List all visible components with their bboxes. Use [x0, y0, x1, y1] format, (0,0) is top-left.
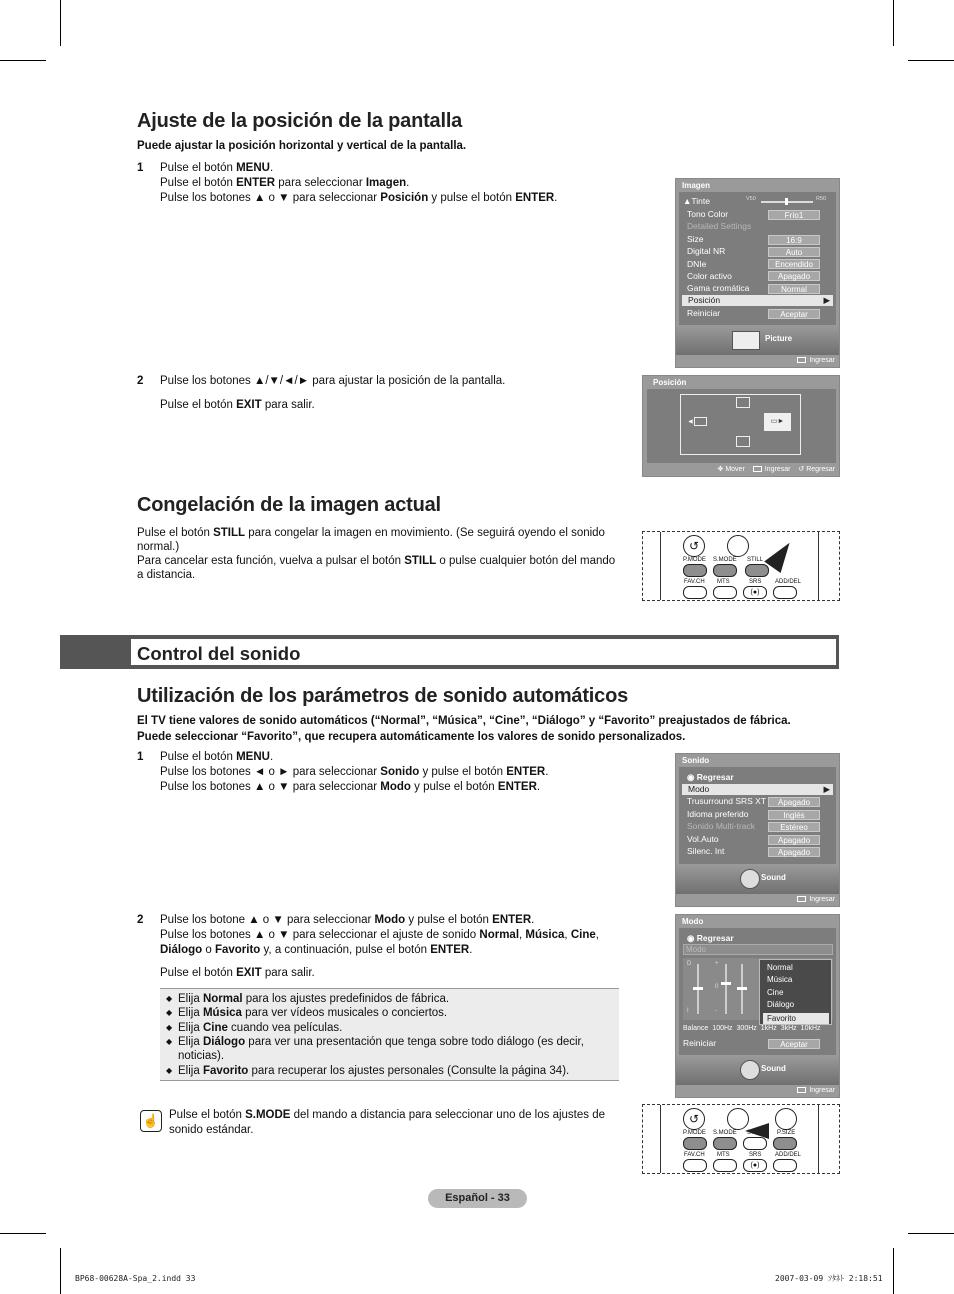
crop-mark	[60, 1248, 61, 1294]
mode-option[interactable]: Cine	[767, 988, 784, 997]
menu-header: Sonido	[682, 756, 710, 765]
pmode-button[interactable]	[683, 1137, 707, 1150]
imagen-menu: Imagen ▲Tinte V50 R50 Tono Color Frío1 Detailed Settings Size 16:9 Digital NR Auto DNIe Encendido Color activo Apagado Gama cromática Normal Posición ▶ Reiniciar Aceptar Picture Ingresar	[675, 178, 840, 368]
menu-row[interactable]: Tono Color	[687, 209, 729, 219]
round-button[interactable]	[775, 1108, 797, 1130]
menu-row[interactable]: Trusurround SRS XT	[687, 796, 767, 806]
step-1: 1 Pulse el botón MENU. Pulse los botones ◄ o ► para seleccionar Sonido y pulse el botón ENTER. Pulse los botones ▲ o ▼ para seleccionar Modo y pulse el botón ENTER.	[137, 751, 549, 793]
crop-mark	[908, 60, 954, 61]
mode-option-selected[interactable]: Favorito	[763, 1013, 829, 1024]
srs-button[interactable]: (●)	[743, 586, 767, 599]
eq-slider-thumb[interactable]	[737, 987, 747, 990]
back-icon: ◉	[687, 772, 695, 782]
page-number-badge: Español - 33	[428, 1189, 527, 1208]
menu-row-tinte[interactable]: ▲Tinte	[683, 196, 711, 206]
crop-mark	[893, 1248, 894, 1294]
still-paragraph: Pulse el botón STILL para congelar la imagen en movimiento. (Se seguirá oyendo el sonido normal.) Para cancelar esta función, vuelva a pulsar el botón STILL o pulse cualquier botón del mando a distancia.	[137, 527, 616, 581]
menu-footer-label: Picture	[765, 334, 793, 343]
arrow-down-icon[interactable]	[736, 436, 750, 447]
sonido-menu	[675, 753, 840, 907]
enter-hint: Ingresar	[797, 895, 835, 904]
menu-value[interactable]: Aceptar	[768, 1039, 820, 1049]
menu-value: Auto	[768, 247, 820, 257]
menu-row[interactable]: Reiniciar	[683, 1038, 717, 1048]
step-number: 1	[137, 162, 144, 174]
step-1: 1 Pulse el botón MENU. Pulse el botón ENTER para seleccionar Imagen. Pulse los botones ▲ o ▼ para seleccionar Posición y pulse el botón ENTER.	[137, 162, 558, 204]
step-2: 2 Pulse los botones ▲/▼/◄/► para ajustar la posición de la pantalla. Pulse el botón EXIT para salir.	[137, 375, 506, 411]
eq-slider-thumb[interactable]	[693, 987, 703, 990]
menu-value: 16:9	[768, 235, 820, 245]
menu-row[interactable]: Size	[687, 234, 704, 244]
still-button[interactable]	[745, 564, 769, 577]
posicion-menu	[642, 375, 840, 477]
mode-option[interactable]: Normal	[767, 963, 793, 972]
note-text: Pulse el botón S.MODE del mando a distancia para seleccionar uno de los ajustes de sonido estándar.	[169, 1109, 606, 1136]
menu-value: Apagado	[768, 847, 820, 857]
enter-hint: Ingresar	[797, 356, 835, 365]
menu-row[interactable]: Sonido Multi-track	[687, 821, 756, 831]
menu-value: Apagado	[768, 797, 820, 807]
menu-header: Posición	[653, 378, 687, 387]
crop-mark	[0, 60, 46, 61]
modo-field[interactable]: Modo	[683, 944, 833, 955]
picture-icon	[732, 331, 760, 350]
crop-mark	[0, 1233, 46, 1234]
menu-row[interactable]: DNIe	[687, 259, 707, 269]
back-row[interactable]: ◉ Regresar	[687, 772, 734, 782]
section-title-sound: Utilización de los parámetros de sonido automáticos	[137, 685, 629, 707]
mode-option[interactable]: Música	[767, 975, 793, 984]
tint-slider-thumb[interactable]	[785, 198, 788, 205]
print-date: 2007-03-09 ｿﾀﾈﾄ 2:18:51	[775, 1274, 883, 1283]
finger-pointer-icon	[745, 1123, 769, 1139]
eq-slider[interactable]	[725, 964, 727, 1014]
menu-value: Aceptar	[768, 309, 820, 319]
section-bar-label: Control del sonido	[137, 643, 301, 664]
section-bar	[60, 635, 839, 669]
section-title-position: Ajuste de la posición de la pantalla	[137, 110, 463, 132]
step-number: 2	[137, 914, 144, 926]
adddel-button[interactable]	[773, 1159, 797, 1172]
menu-value: Encendido	[768, 259, 820, 269]
mts-button[interactable]	[713, 586, 737, 599]
menu-value: Normal	[768, 284, 820, 294]
sound-intro: El TV tiene valores de sonido automáticos (“Normal”, “Música”, “Cine”, “Diálogo” y “Favorito” preajustados de fábrica. Puede seleccionar “Favorito”, que recupera automáticamente los valores de sonido personalizados.	[137, 715, 791, 743]
menu-row[interactable]: Reiniciar	[687, 308, 721, 318]
return-button[interactable]: ↺	[683, 1108, 705, 1130]
menu-row[interactable]: Color activo	[687, 271, 732, 281]
srs-button[interactable]: (●)	[743, 1159, 767, 1172]
return-icon: ↺	[798, 466, 805, 473]
speaker-icon	[740, 869, 760, 889]
smode-button[interactable]	[713, 1137, 737, 1150]
menu-row[interactable]: Detailed Settings	[687, 221, 752, 231]
crop-mark	[893, 0, 894, 46]
pmode-button[interactable]	[683, 564, 707, 577]
menu-header: Modo	[682, 917, 704, 926]
crop-mark	[60, 0, 61, 46]
menu-header: Imagen	[682, 181, 711, 190]
menu-row[interactable]: Idioma preferido	[687, 809, 749, 819]
menu-footer-label: Sound	[761, 1064, 786, 1073]
move-icon: ✥	[717, 466, 724, 473]
adddel-button[interactable]	[773, 586, 797, 599]
remote-smode: ↺ P.MODE S.MODE STILL P.SIZE FAV.CH MTS SRS ADD/DEL (●)	[642, 1104, 840, 1174]
menu-value: Frío1	[768, 210, 820, 220]
arrow-left-icon[interactable]: ◄	[687, 417, 707, 426]
menu-row-selected[interactable]: Posición ▶	[682, 295, 833, 306]
modo-menu: Modo ◉ Regresar Modo D + 0 I - Normal Música Cine Diálogo Favorito Balance 100Hz 300Hz 1kHz 3kHz 10kHz Reiniciar Aceptar Sound Ingresar	[675, 914, 840, 1098]
finger-pointer-icon	[764, 537, 798, 573]
mode-options-list: ◆ Elija Normal para los ajustes predefinidos de fábrica. ◆ Elija Música para ver vídeos musicales o conciertos. ◆ Elija Cine cuando vea películas. ◆ Elija Diálogo para ver una presentación que tenga sobre todo diálogo (es decir, noticias). ◆ Elija Favorito para recuperar los ajustes personales (Consulte la página 34).	[160, 988, 619, 1081]
eq-slider-thumb[interactable]	[721, 982, 731, 985]
crop-mark	[908, 1233, 954, 1234]
menu-row[interactable]: Digital NR	[687, 246, 726, 256]
menu-row-selected[interactable]: Modo ▶	[682, 784, 833, 795]
menu-value: Estéreo	[768, 822, 820, 832]
enter-hint: Ingresar	[797, 1086, 835, 1095]
menu-row[interactable]: Gama cromática	[687, 283, 750, 293]
step-number: 2	[137, 375, 144, 387]
mode-option[interactable]: Diálogo	[767, 1000, 795, 1009]
speaker-icon	[740, 1060, 760, 1080]
remote-still: ↺ P.MODE S.MODE STILL FAV.CH MTS SRS ADD/DEL (●)	[642, 531, 840, 601]
back-icon: ◉	[687, 933, 695, 943]
psize-button[interactable]	[773, 1137, 797, 1150]
section-title-still: Congelación de la imagen actual	[137, 494, 441, 516]
menu-value: Apagado	[768, 271, 820, 281]
menu-value: Apagado	[768, 835, 820, 845]
menu-row[interactable]: Silenc. Int	[687, 846, 725, 856]
menu-footer-label: Sound	[761, 873, 786, 882]
mts-button[interactable]	[713, 1159, 737, 1172]
step-2: 2 Pulse los botone ▲ o ▼ para seleccionar Modo y pulse el botón ENTER. Pulse los botones ▲ o ▼ para seleccionar el ajuste de sonido Normal, Música, Cine, Diálogo o Favorito y, a continuación, pulse el botón ENTER. Pulse el botón EXIT para salir.	[137, 914, 599, 979]
arrow-up-icon[interactable]	[736, 397, 750, 408]
step-number: 1	[137, 751, 144, 763]
favch-button[interactable]	[683, 586, 707, 599]
arrow-right-icon[interactable]: ▭►	[764, 413, 791, 431]
eq-labels: Balance 100Hz 300Hz 1kHz 3kHz 10kHz	[683, 1025, 821, 1032]
hand-note-icon: ☝	[140, 1110, 162, 1132]
back-row[interactable]: ◉ Regresar	[687, 933, 734, 943]
mode-dropdown[interactable]	[759, 959, 832, 1025]
file-info: BP68-00628A-Spa_2.indd 33	[75, 1274, 196, 1283]
smode-button[interactable]	[713, 564, 737, 577]
menu-value: Inglés	[768, 810, 820, 820]
favch-button[interactable]	[683, 1159, 707, 1172]
round-button[interactable]	[727, 535, 749, 557]
menu-row[interactable]: Vol.Auto	[687, 834, 719, 844]
return-button[interactable]: ↺	[683, 535, 705, 557]
position-hints: ✥ Mover Ingresar ↺ Regresar	[717, 466, 835, 473]
section-intro: Puede ajustar la posición horizontal y vertical de la pantalla.	[137, 140, 467, 152]
